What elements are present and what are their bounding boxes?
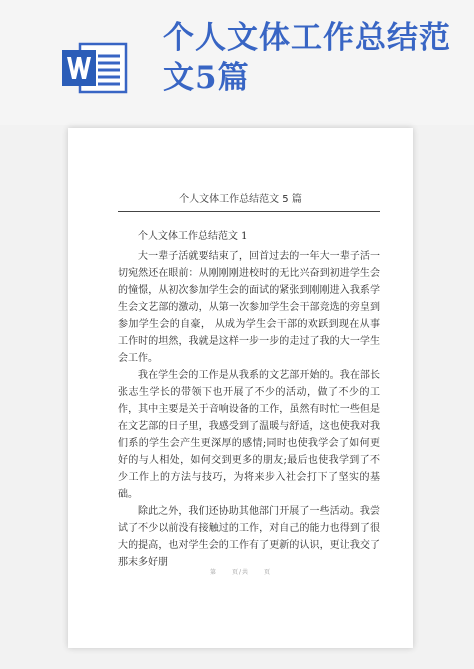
banner-title: 个人文体工作总结范文5篇	[163, 20, 451, 96]
banner	[0, 0, 474, 125]
word-document-icon	[62, 40, 130, 96]
paragraph: 大一辈子活就要结束了，回首过去的一年大一辈子活一切宛然还在眼前：从刚刚刚进校时的无比兴奋到初进学生会的憧憬，从初次参加学生会的面试的紧张到刚刚进入我系学生会文艺部的激动，从第一次参加学生会干部竞选的旁皇到参加学生会的自豪， 从成为学生会干部的欢跃到现在从事工作时的坦然，我就是这样一步一步的走过了我的大一学生会工作。	[118, 251, 380, 364]
header-divider	[118, 211, 380, 212]
document-body	[118, 228, 380, 571]
page-footer	[68, 567, 413, 576]
document-page	[68, 128, 413, 648]
paragraph: 我在学生会的工作是从我系的文艺部开始的。我在部长张志生学长的带领下也开展了不少的活动，做了不少的工作，其中主要是关于音响设备的工作，虽然有时忙一些但是在文艺部的日子里，我感受到了温暖与舒适，这也使我对我们系的学生会产生更深厚的感情;同时也使我学会了如何更好的与人相处，如何交到更多的朋友;最后也使我学到了不少工作上的方法与技巧，为将来步入社会打下了坚实的基础。	[118, 370, 380, 500]
section-title: 个人文体工作总结范文 1	[138, 231, 248, 242]
footer-page-of: 页/共	[231, 569, 250, 576]
footer-total: 页	[263, 569, 271, 576]
paragraph: 除此之外，我们还协助其他部门开展了一些活动。我尝试了不少以前没有接触过的工作，对自己的能力也得到了很大的提高，也对学生会的工作有了更新的认识，更让我交了那末多好朋	[118, 506, 380, 568]
footer-page-label: 第	[210, 569, 218, 576]
page-header: 个人文体工作总结范文 5 篇	[179, 194, 302, 205]
